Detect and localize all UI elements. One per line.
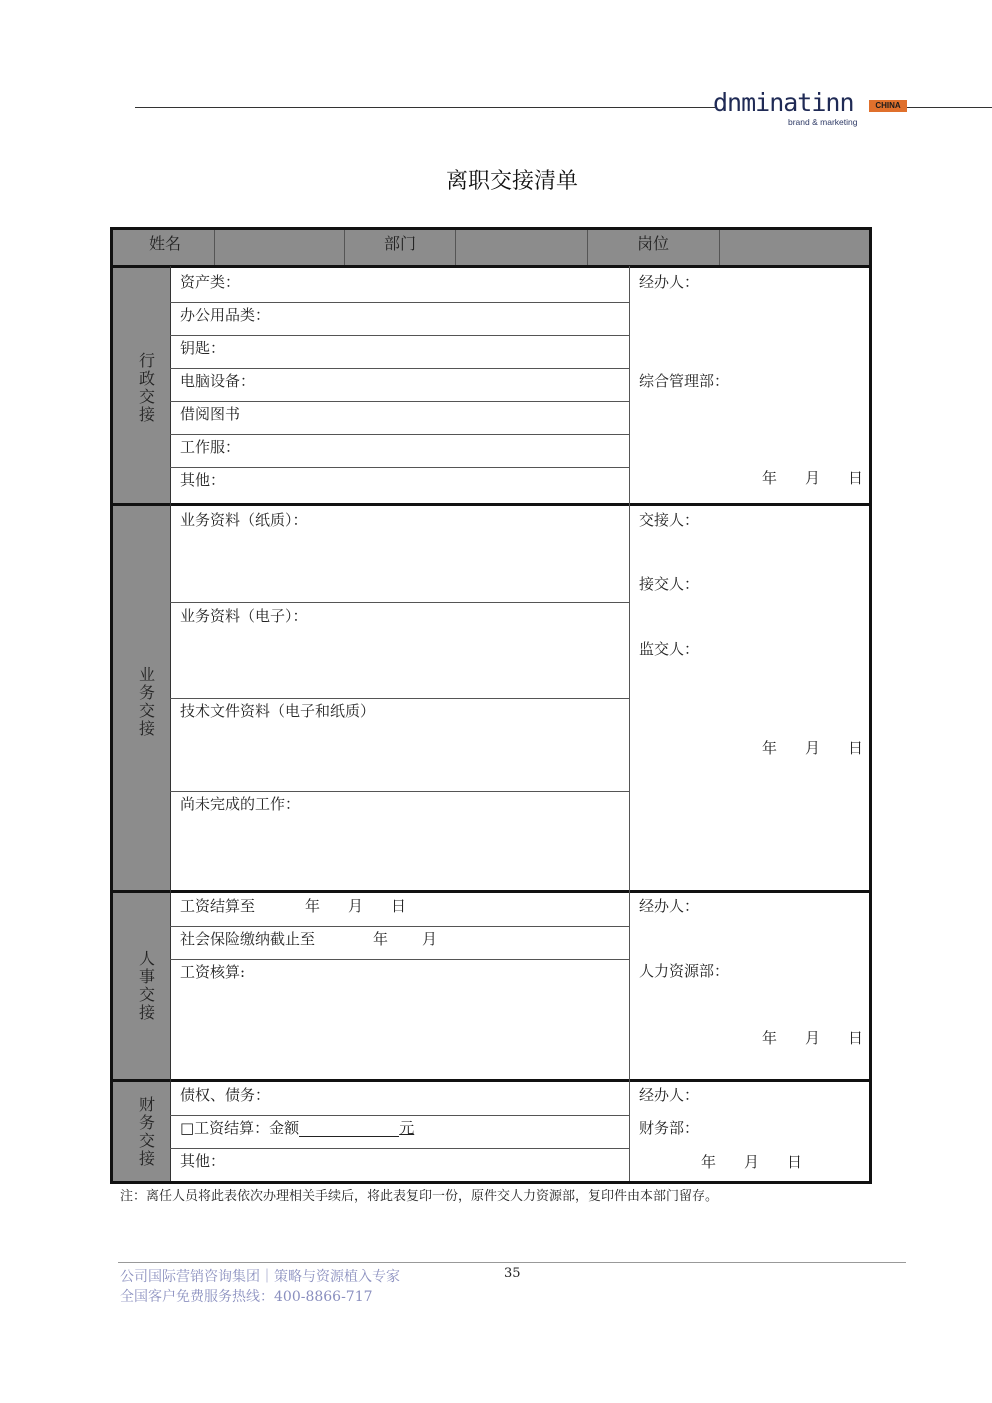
hr-salary-settle: 工资结算至 年 月 日	[180, 897, 407, 915]
business-receiver-label: 接交人：	[639, 575, 700, 593]
admin-item-books: 借阅图书	[180, 405, 241, 423]
business-date: 年 月 日	[762, 739, 864, 757]
handover-form	[110, 227, 872, 1184]
admin-item-uniform: 工作服：	[180, 438, 241, 456]
hr-salary-check: 工资核算:	[180, 963, 246, 981]
finance-date: 年 月 日	[701, 1153, 803, 1171]
footer-rule	[118, 1262, 906, 1263]
page-number: 35	[504, 1266, 521, 1281]
admin-date: 年 月 日	[762, 469, 864, 487]
top-row-bg	[113, 230, 869, 266]
hr-section-label: 人事交接	[138, 949, 155, 1022]
business-item-paper: 业务资料（纸质）：	[180, 511, 308, 529]
finance-dept-label: 财务部：	[639, 1119, 700, 1137]
business-handover-label: 交接人：	[639, 511, 700, 529]
admin-section-label: 行政交接	[138, 351, 155, 424]
post-label: 岗位	[637, 234, 670, 253]
business-item-electronic: 业务资料（电子）：	[180, 607, 308, 625]
business-supervisor-label: 监交人：	[639, 640, 700, 658]
finance-other: 其他：	[180, 1152, 226, 1170]
admin-item-other: 其他：	[180, 471, 226, 489]
hr-handler-label: 经办人：	[639, 897, 700, 915]
admin-item-computer: 电脑设备：	[180, 372, 256, 390]
form-note: 注：离任人员将此表依次办理相关手续后，将此表复印一份，原件交人力资源部，复印件由本部门留存。	[120, 1189, 719, 1204]
business-section-label: 业务交接	[138, 665, 155, 738]
footer-company: 公司国际营销咨询集团｜策略与资源植入专家	[120, 1269, 400, 1285]
company-logo	[713, 90, 908, 130]
admin-handler-label: 经办人：	[639, 273, 700, 291]
business-item-unfinished: 尚未完成的工作：	[180, 795, 301, 813]
logo-wordmark: dnminatinn	[713, 88, 854, 117]
admin-item-assets: 资产类：	[180, 273, 241, 291]
finance-section-label: 财务交接	[138, 1095, 155, 1168]
hr-dept-label: 人力资源部：	[639, 962, 730, 980]
dept-label: 部门	[384, 234, 417, 253]
admin-dept-label: 综合管理部：	[639, 372, 730, 390]
hr-date: 年 月 日	[762, 1029, 864, 1047]
hr-social-insurance: 社会保险缴纳截止至 年 月	[180, 930, 438, 948]
finance-handler-label: 经办人：	[639, 1086, 700, 1104]
admin-item-office-supplies: 办公用品类：	[180, 306, 271, 324]
finance-salary: □工资结算：金额 元	[180, 1119, 415, 1137]
footer-hotline: 全国客户免费服务热线：400-8866-717	[120, 1289, 373, 1305]
header-rule	[135, 107, 715, 108]
logo-badge: CHINA	[869, 100, 907, 112]
business-item-technical: 技术文件资料（电子和纸质）	[180, 702, 376, 720]
logo-tagline: brand & marketing	[788, 117, 858, 127]
amount-blank	[299, 1123, 399, 1137]
finance-debt: 债权、债务：	[180, 1086, 271, 1104]
admin-item-keys: 钥匙：	[180, 339, 226, 357]
document-title: 离职交接清单	[445, 169, 578, 194]
name-label: 姓名	[149, 234, 182, 253]
header-rule-right	[905, 107, 992, 108]
